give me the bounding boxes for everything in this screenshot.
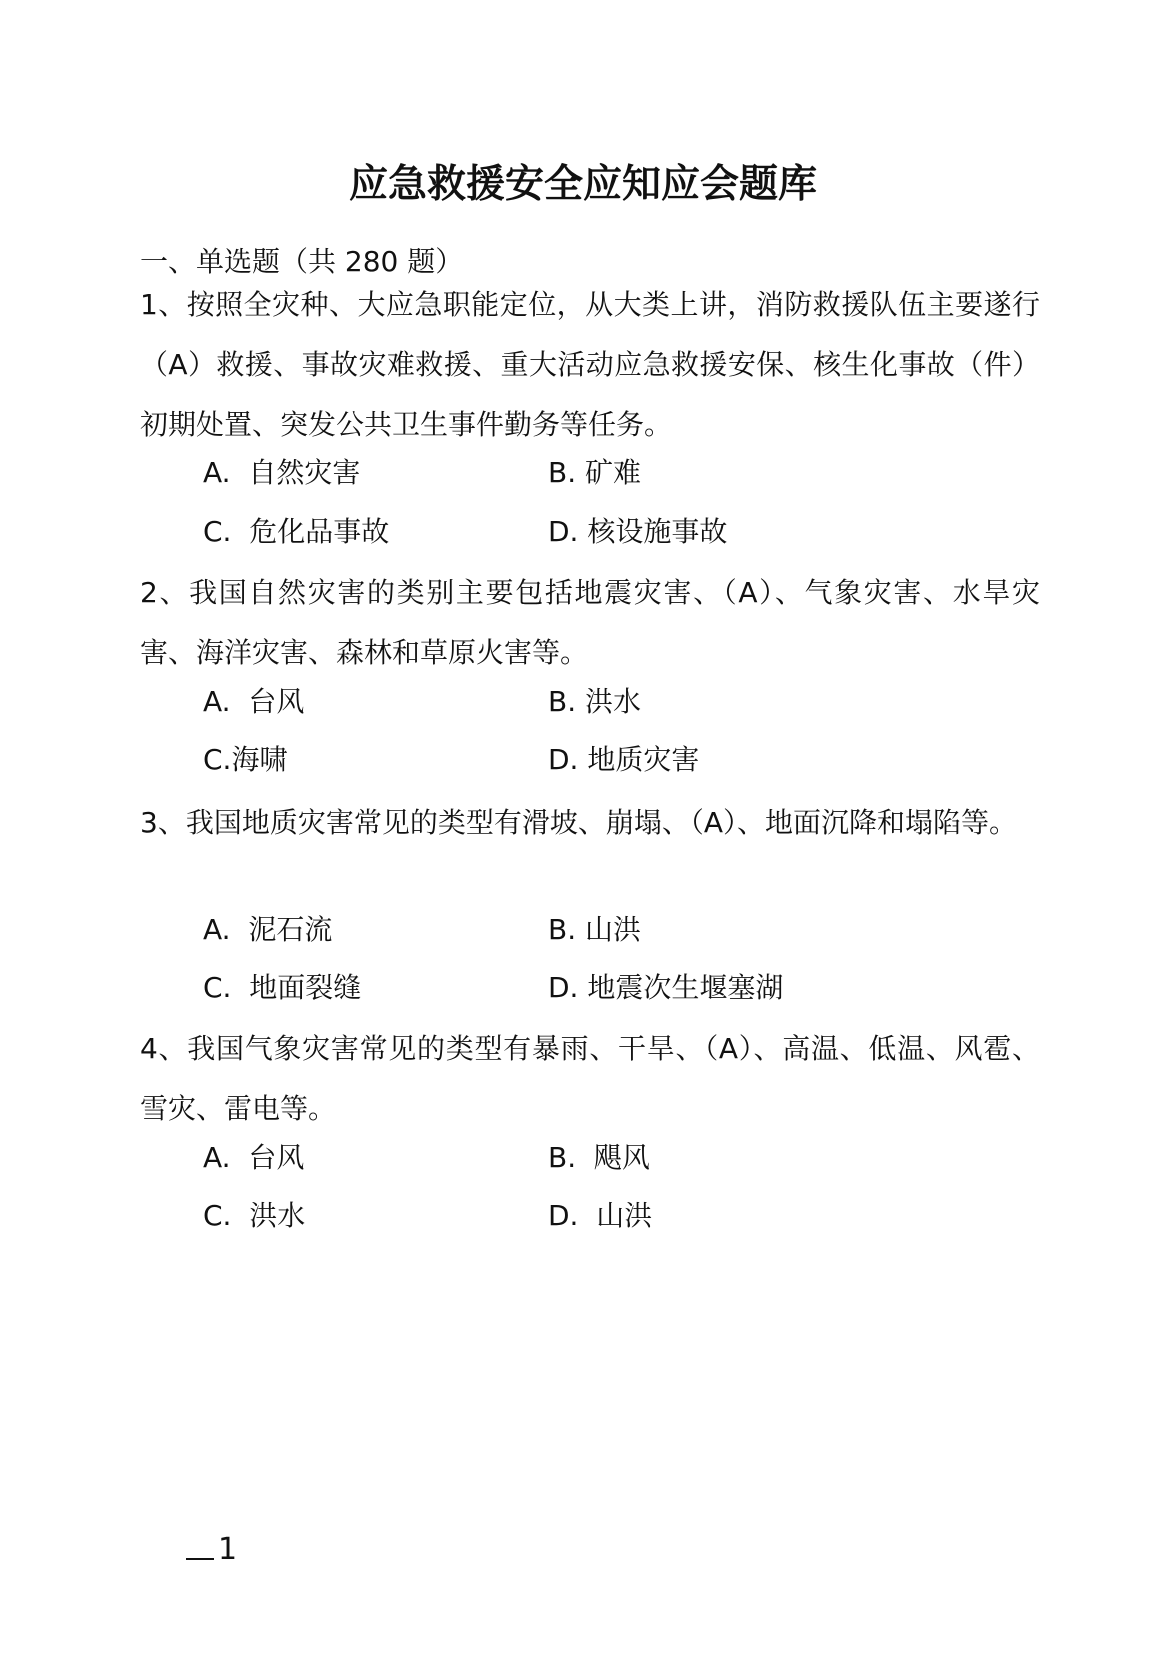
page-number-dash: [186, 1558, 214, 1560]
question-4-option-d: D. 山洪: [548, 1199, 653, 1232]
question-2-option-d: D. 地质灾害: [548, 743, 700, 776]
question-1-option-a: A. 自然灾害: [203, 456, 361, 489]
question-1-option-c: C. 危化品事故: [203, 515, 390, 548]
page-number-value: 1: [218, 1532, 238, 1567]
section-heading: 一、单选题（共 280 题）: [140, 245, 464, 278]
question-3-option-b: B. 山洪: [548, 913, 642, 946]
question-1-option-d: D. 核设施事故: [548, 515, 728, 548]
question-4-option-a: A. 台风: [203, 1141, 305, 1174]
page-number: [186, 1530, 237, 1570]
question-2-option-b: B. 洪水: [548, 685, 642, 718]
question-2-text: 2、我国自然灾害的类别主要包括地震灾害、（A）、气象灾害、水旱灾害、海洋灾害、森林和草原火害等。: [140, 576, 1040, 669]
page-title: 应急救援安全应知应会题库: [348, 162, 817, 207]
question-2-option-c: C.海啸: [203, 743, 288, 776]
question-1-option-b: B. 矿难: [548, 456, 642, 489]
question-4-option-b: B. 飓风: [548, 1141, 650, 1174]
question-1-text: 1、按照全灾种、大应急职能定位，从大类上讲，消防救援队伍主要遂行（A）救援、事故灾难救援、重大活动应急救援安保、核生化事故（件）初期处置、突发公共卫生事件勤务等任务。: [140, 288, 1040, 441]
question-3-text: 3、我国地质灾害常见的类型有滑坡、崩塌、（A）、地面沉降和塌陷等。: [140, 806, 1017, 839]
question-2-option-a: A. 台风: [203, 685, 305, 718]
question-3-option-d: D. 地震次生堰塞湖: [548, 971, 784, 1004]
question-3-option-a: A. 泥石流: [203, 913, 333, 946]
question-3-option-c: C. 地面裂缝: [203, 971, 362, 1004]
question-4-text: 4、我国气象灾害常见的类型有暴雨、干旱、（A）、高温、低温、风雹、雪灾、雷电等。: [140, 1032, 1040, 1125]
question-4-option-c: C. 洪水: [203, 1199, 306, 1232]
